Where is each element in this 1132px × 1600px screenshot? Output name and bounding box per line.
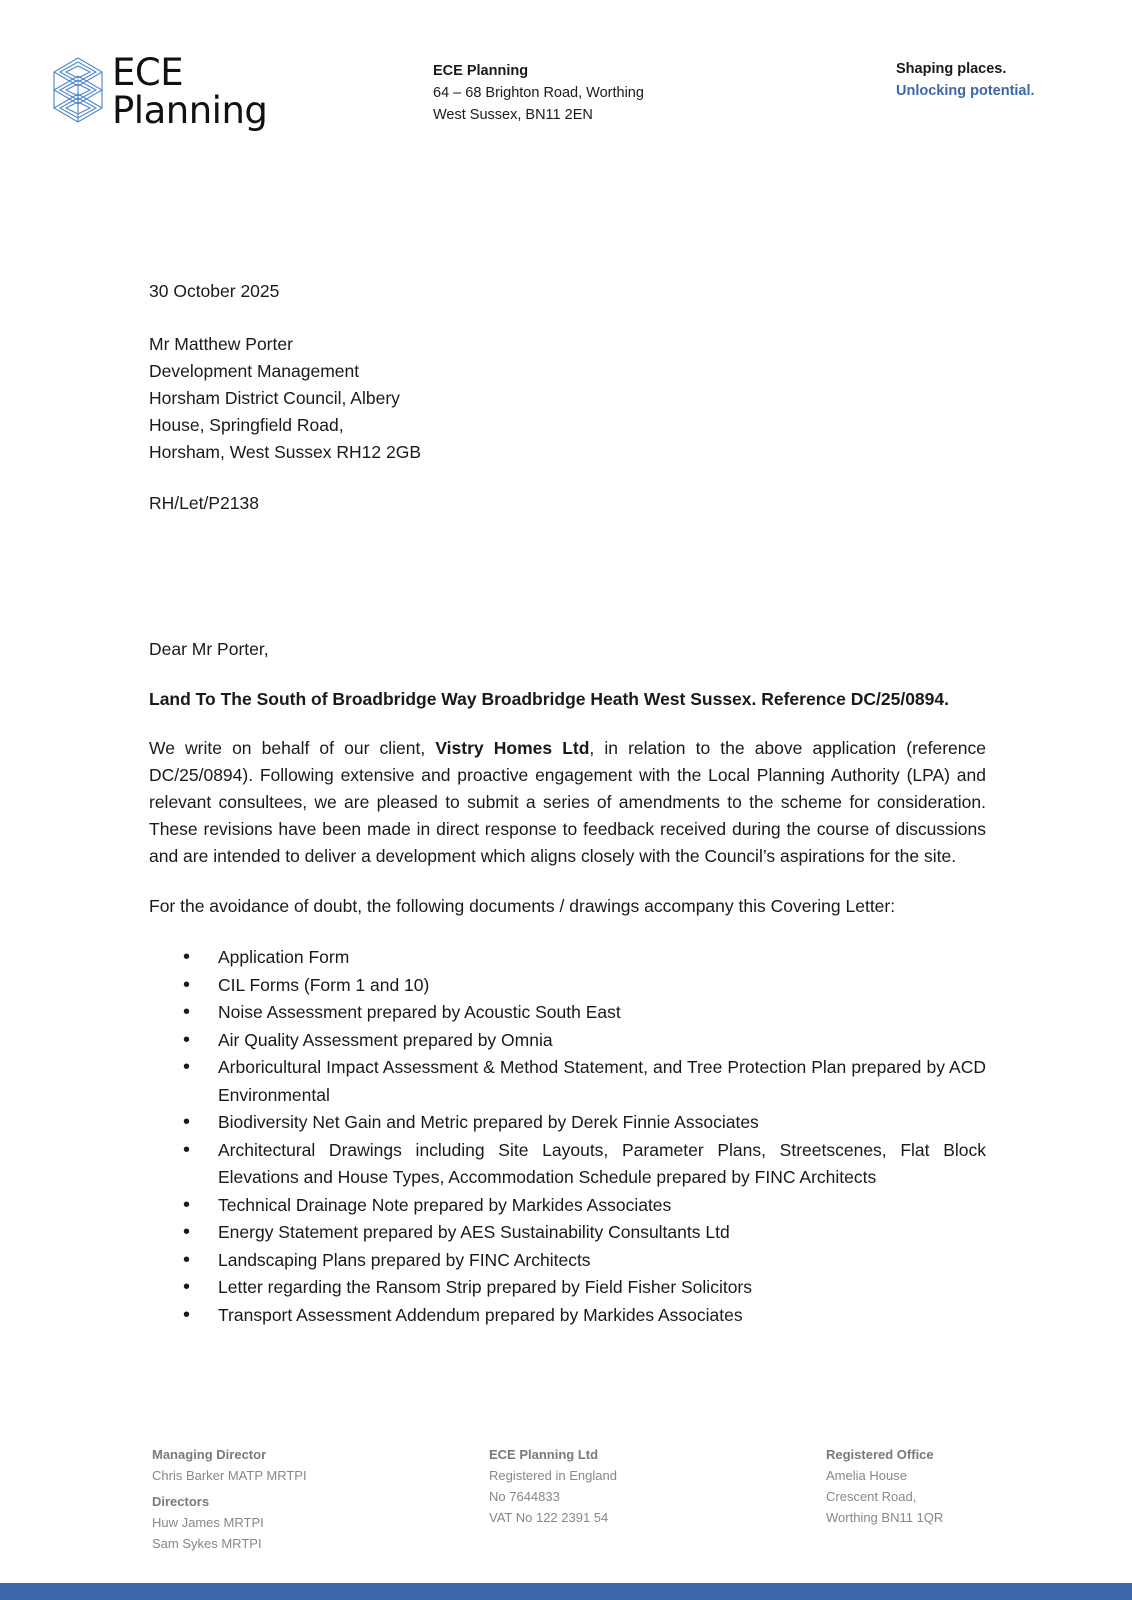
- footer-title: Registered Office: [826, 1447, 934, 1462]
- footer-line: Sam Sykes MRTPI: [152, 1536, 262, 1551]
- list-item: • Energy Statement prepared by AES Sustainability Consultants Ltd: [149, 1219, 986, 1247]
- footer-line: Crescent Road,: [826, 1489, 917, 1504]
- footer-registered-office: [826, 1444, 943, 1528]
- list-item: • Letter regarding the Ransom Strip prepared by Field Fisher Solicitors: [149, 1274, 986, 1302]
- footer-title: Directors: [152, 1494, 210, 1509]
- address-line-1: 64 – 68 Brighton Road, Worthing: [433, 85, 644, 101]
- list-item: • Biodiversity Net Gain and Metric prepared by Derek Finnie Associates: [149, 1109, 986, 1137]
- intro-text-start: We write on behalf of our client,: [149, 738, 436, 758]
- footer-line: VAT No 122 2391 54: [489, 1510, 609, 1525]
- documents-list: [149, 944, 986, 1329]
- logo-mark-icon: [50, 52, 106, 130]
- client-name: Vistry Homes Ltd: [435, 738, 590, 758]
- company-name: ECE Planning: [433, 63, 529, 79]
- recipient-address: [149, 331, 986, 466]
- list-item: • Technical Drainage Note prepared by Markides Associates: [149, 1192, 986, 1220]
- ece-planning-logo: [50, 52, 270, 132]
- documents-intro: For the avoidance of doubt, the following documents / drawings accompany this Covering Letter:: [149, 896, 896, 916]
- list-item: • CIL Forms (Form 1 and 10): [149, 972, 986, 1000]
- recipient-line: Horsham, West Sussex RH12 2GB: [149, 442, 421, 462]
- logo-line-2: Planning: [112, 89, 268, 132]
- header-address: [433, 60, 644, 126]
- list-item: • Architectural Drawings including Site Layouts, Parameter Plans, Streetscenes, Flat Block Elevations and House Types, Accommodation Schedule prepared by FINC Architects: [149, 1137, 986, 1192]
- footer-line: Chris Barker MATP MRTPI: [152, 1468, 307, 1483]
- salutation: Dear Mr Porter,: [149, 639, 269, 659]
- tagline-line-2: Unlocking potential.: [896, 83, 1035, 99]
- letter-subject: Land To The South of Broadbridge Way Broadbridge Heath West Sussex. Reference DC/25/0894.: [149, 689, 949, 709]
- letter-date: 30 October 2025: [149, 281, 280, 301]
- footer-line: Huw James MRTPI: [152, 1515, 264, 1530]
- tagline-line-1: Shaping places.: [896, 61, 1007, 77]
- recipient-line: Development Management: [149, 361, 360, 381]
- intro-text-rest: , in relation to the above application (reference DC/25/0894). Following extensive and proactive engagement with the Local Planning Authority (LPA) and relevant consultees, we are pleased to submit a series of amendments to the scheme for consideration. These revisions have been made in direct response to feedback received during the course of discussions and are intended to deliver a development which aligns closely with the Council’s aspirations for the site.: [149, 738, 986, 866]
- recipient-line: House, Springfield Road,: [149, 415, 344, 435]
- footer-directors: [152, 1444, 307, 1554]
- recipient-line: Mr Matthew Porter: [149, 334, 293, 354]
- list-item: • Noise Assessment prepared by Acoustic South East: [149, 999, 986, 1027]
- logo-line-1: ECE: [112, 51, 184, 94]
- list-item: • Landscaping Plans prepared by FINC Architects: [149, 1247, 986, 1275]
- list-item: • Air Quality Assessment prepared by Omnia: [149, 1027, 986, 1055]
- footer-company: [489, 1444, 617, 1528]
- footer-accent-bar: [0, 1583, 1132, 1600]
- list-item: • Application Form: [149, 944, 986, 972]
- footer-line: Amelia House: [826, 1468, 907, 1483]
- footer-line: No 7644833: [489, 1489, 560, 1504]
- recipient-line: Horsham District Council, Albery: [149, 388, 400, 408]
- list-item: • Transport Assessment Addendum prepared by Markides Associates: [149, 1302, 986, 1330]
- list-item: • Arboricultural Impact Assessment & Method Statement, and Tree Protection Plan prepared by ACD Environmental: [149, 1054, 986, 1109]
- letter-reference: RH/Let/P2138: [149, 493, 259, 513]
- tagline: [896, 58, 1035, 102]
- footer-line: Registered in England: [489, 1468, 617, 1483]
- footer-title: Managing Director: [152, 1447, 267, 1462]
- logo-wordmark: [112, 51, 268, 132]
- footer-title: ECE Planning Ltd: [489, 1447, 599, 1462]
- intro-paragraph: [149, 735, 986, 870]
- footer-line: Worthing BN11 1QR: [826, 1510, 944, 1525]
- address-line-2: West Sussex, BN11 2EN: [433, 107, 593, 123]
